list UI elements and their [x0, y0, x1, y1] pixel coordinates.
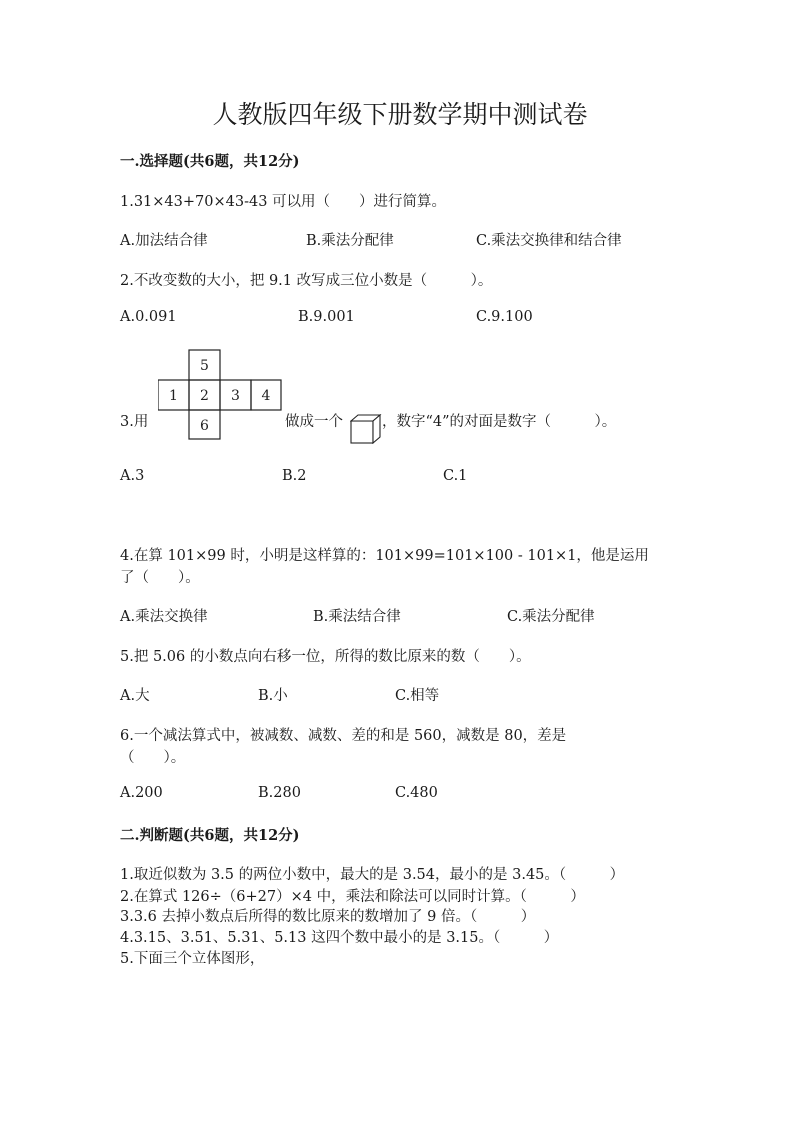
net-digit: 3 — [231, 388, 240, 404]
question-6-line2: （ ）。 — [120, 750, 186, 766]
q2-option-c: C.9.100 — [476, 309, 533, 325]
net-digit: 1 — [169, 388, 178, 404]
page-title: 人教版四年级下册数学期中测试卷 — [212, 100, 588, 129]
section-heading-true-false: 二.判断题(共6题，共12分) — [120, 827, 300, 844]
question-2: 2.不改变数的大小，把 9.1 改写成三位小数是（ ）。 — [120, 273, 493, 289]
q1-option-b: B.乘法分配律 — [306, 233, 394, 249]
tf-item-4: 4.3.15、3.51、5.31、5.13 这四个数中最小的是 3.15。（ ） — [120, 930, 559, 946]
question-3-prefix: 3.用 — [120, 414, 149, 430]
q6-option-a: A.200 — [120, 785, 163, 801]
q5-option-b: B.小 — [258, 688, 288, 704]
question-4-line1: 4.在算 101×99 时，小明是这样算的：101×99=101×100 - 101×1，他是运用 — [120, 548, 649, 564]
tf-item-5: 5.下面三个立体图形， — [120, 951, 265, 967]
q2-option-a: A.0.091 — [120, 309, 177, 325]
section-heading-choice: 一.选择题(共6题，共12分) — [120, 153, 300, 170]
question-3-suffix: ，数字“4”的对面是数字（ ）。 — [382, 414, 617, 430]
cube-net-figure — [158, 348, 282, 440]
q6-option-c: C.480 — [395, 785, 438, 801]
q4-option-b: B.乘法结合律 — [313, 609, 401, 625]
question-3-middle: 做成一个 — [285, 414, 343, 430]
tf-item-3: 3.3.6 去掉小数点后所得的数比原来的数增加了 9 倍。（ ） — [120, 909, 536, 925]
q3-option-a: A.3 — [120, 468, 145, 484]
question-6-line1: 6.一个减法算式中，被减数、减数、差的和是 560，减数是 80，差是 — [120, 728, 567, 744]
question-5: 5.把 5.06 的小数点向右移一位，所得的数比原来的数（ ）。 — [120, 649, 531, 665]
q1-option-a: A.加法结合律 — [120, 233, 208, 249]
cube-icon — [350, 414, 382, 444]
tf-item-2: 2.在算式 126÷（6+27）×4 中，乘法和除法可以同时计算。（ ） — [120, 889, 585, 905]
q5-option-c: C.相等 — [395, 688, 440, 704]
q2-option-b: B.9.001 — [298, 309, 355, 325]
q4-option-a: A.乘法交换律 — [120, 609, 208, 625]
net-digit: 2 — [200, 388, 209, 404]
q3-option-b: B.2 — [282, 468, 307, 484]
question-1: 1.31×43+70×43-43 可以用（ ）进行简算。 — [120, 194, 447, 210]
q5-option-a: A.大 — [120, 688, 150, 704]
net-digit: 6 — [200, 418, 209, 434]
net-digit: 4 — [261, 388, 271, 404]
q4-option-c: C.乘法分配律 — [507, 609, 595, 625]
net-digit: 5 — [200, 358, 209, 374]
question-4-line2: 了（ ）。 — [120, 570, 200, 586]
q1-option-c: C.乘法交换律和结合律 — [476, 233, 622, 249]
q3-option-c: C.1 — [443, 468, 468, 484]
tf-item-1: 1.取近似数为 3.5 的两位小数中，最大的是 3.54，最小的是 3.45。（ ） — [120, 867, 625, 883]
q6-option-b: B.280 — [258, 785, 301, 801]
